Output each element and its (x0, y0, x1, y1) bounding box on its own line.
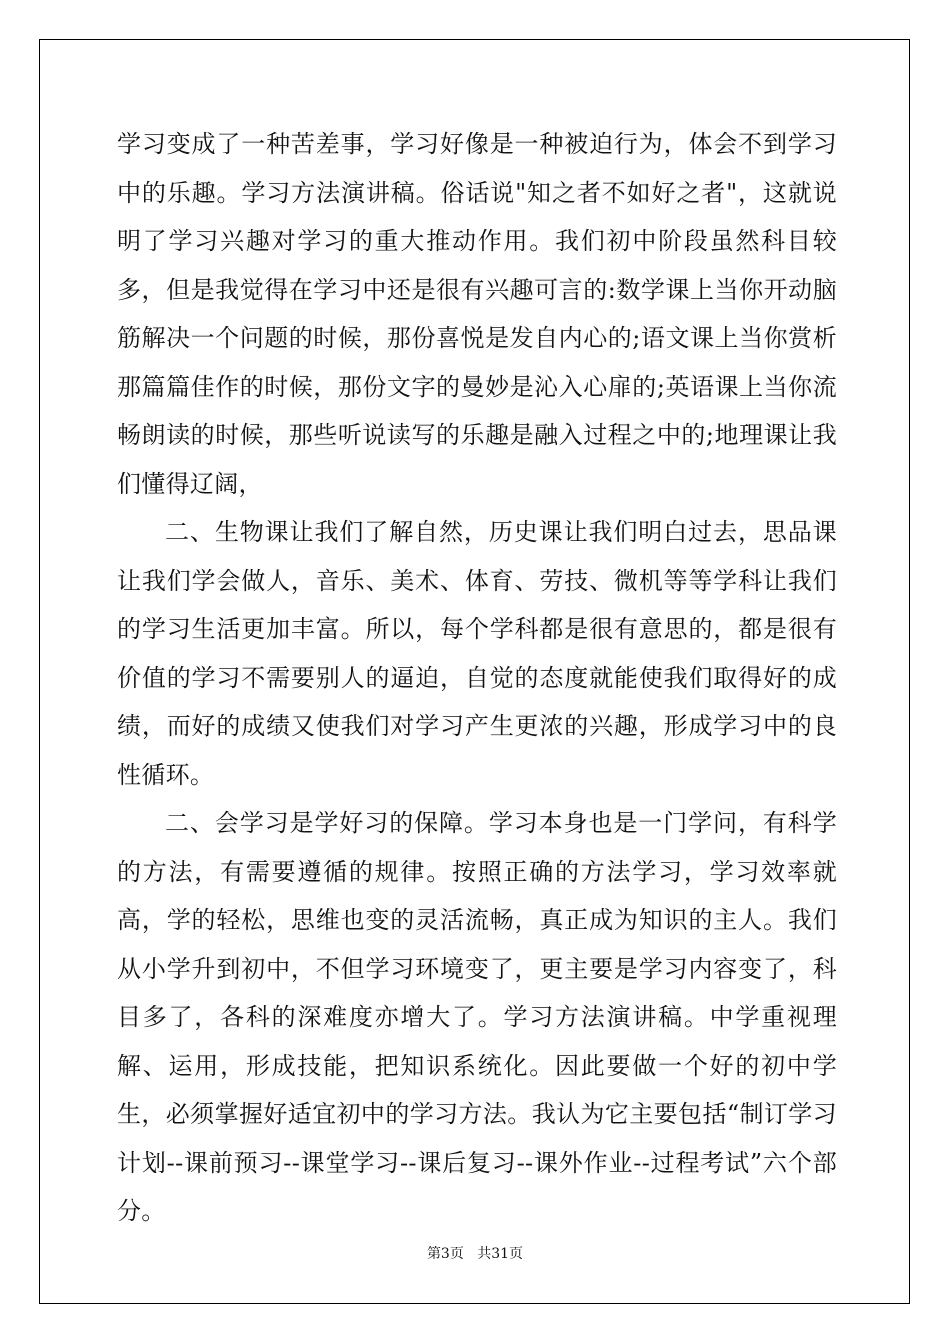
paragraph-continued: 学习变成了一种苦差事，学习好像是一种被迫行为，体会不到学习中的乐趣。学习方法演讲稿。俗话说"知之者不如好之者"，这就说明了学习兴趣对学习的重大推动作用。我们初中阶段虽然科目较多，但是我觉得在学习中还是很有兴趣可言的:数学课上当你开动脑筋解决一个问题的时候，那份喜悦是发自内心的;语文课上当你赏析那篇篇佳作的时候，那份文字的曼妙是沁入心扉的;英语课上当你流畅朗读的时候，那些听说读写的乐趣是融入过程之中的;地理课让我们懂得辽阔， (117, 130, 837, 498)
paragraph-biology: 二、生物课让我们了解自然，历史课让我们明白过去，思品课让我们学会做人，音乐、美术、体育、劳技、微机等等学科让我们的学习生活更加丰富。所以，每个学科都是很有意思的，都是很有价值的学习不需要别人的逼迫，自觉的态度就能使我们取得好的成绩，而好的成绩又使我们对学习产生更浓的兴趣，形成学习中的良性循环。 (117, 518, 837, 789)
page-number: 第3页 (426, 1246, 464, 1262)
page-total: 共31页 (477, 1246, 524, 1262)
document-body (117, 120, 837, 1236)
page-footer (0, 1243, 950, 1263)
paragraph-learning-method: 二、会学习是学好习的保障。学习本身也是一门学问，有科学的方法，有需要遵循的规律。按照正确的方法学习，学习效率就高，学的轻松，思维也变的灵活流畅，真正成为知识的主人。我们从小学升到初中，不但学习环境变了，更主要是学习内容变了，科目多了，各科的深难度亦增大了。学习方法演讲稿。中学重视理解、运用，形成技能，把知识系统化。因此要做一个好的初中学生，必须掌握好适宜初中的学习方法。我认为它主要包括“制订学习计划--课前预习--课堂学习--课后复习--课外作业--过程考试”六个部分。 (117, 809, 837, 1225)
